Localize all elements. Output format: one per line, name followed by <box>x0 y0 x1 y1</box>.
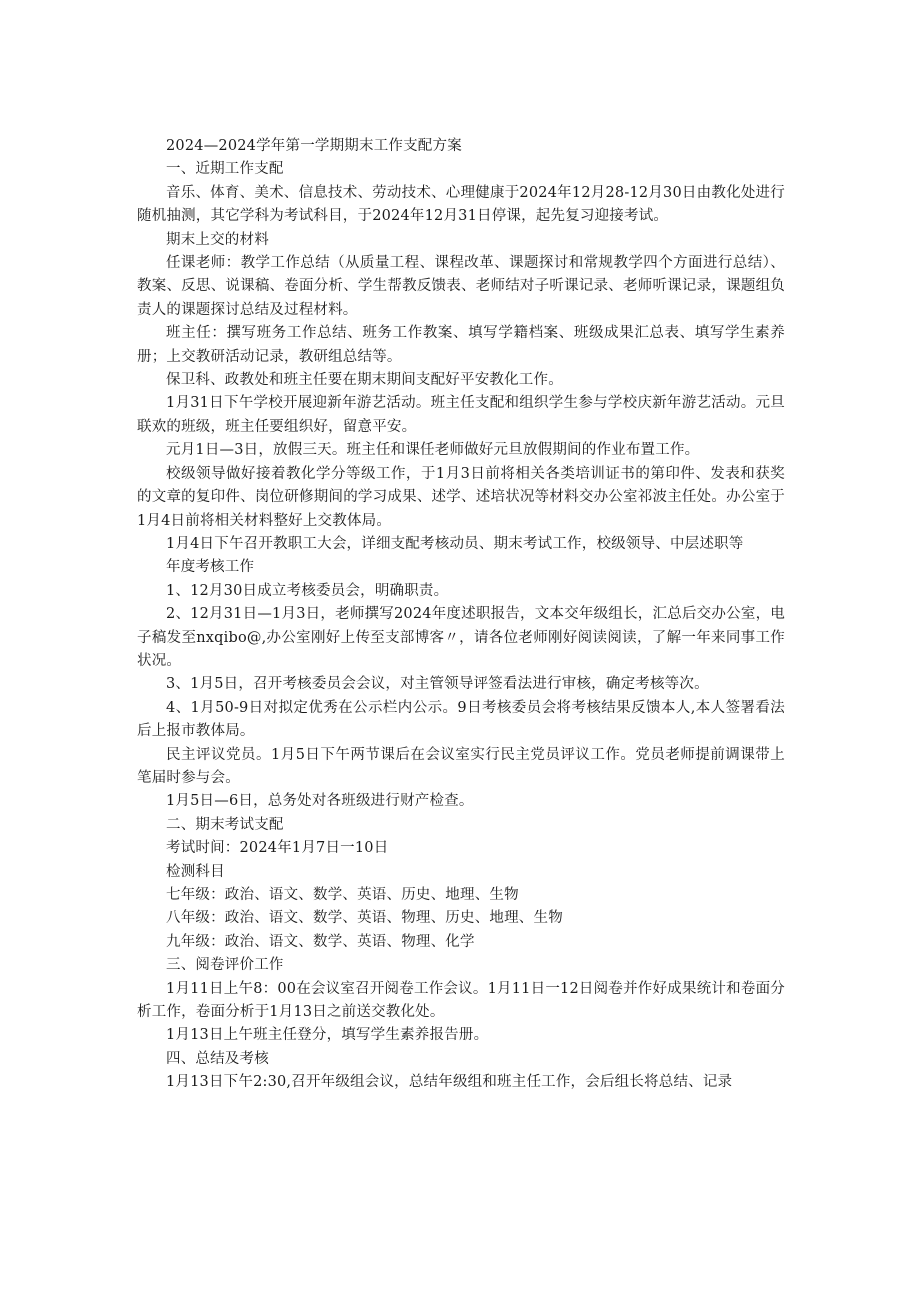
subheading-annual-review: 年度考核工作 <box>166 559 255 576</box>
list-item: 八年级：政治、语文、数学、英语、物理、历史、地理、生物 <box>166 910 563 927</box>
section-heading-summary: 四、总结及考核 <box>166 1050 269 1067</box>
list-item: 4、1月50-9日对拟定优秀在公示栏内公示。9日考核委员会将考核结果反馈本人,本人签署看法后上报市教体局。 <box>137 699 785 740</box>
paragraph: 1月13日下午2:30,召开年级组会议，总结年级组和班主任工作，会后组长将总结、记录 <box>166 1074 733 1091</box>
paragraph: 保卫科、政教处和班主任要在期末期间支配好平安教化工作。 <box>166 372 563 389</box>
paragraph: 1月13日上午班主任登分，填写学生素养报告册。 <box>166 1027 489 1044</box>
subheading-submit-materials: 期末上交的材料 <box>166 231 269 248</box>
document-title: 2024—2024学年第一学期期末工作支配方案 <box>166 138 462 154</box>
paragraph: 1月31日下午学校开展迎新年游艺活动。班主任支配和组织学生参与学校庆新年游艺活动。元旦联欢的班级，班主任要组织好，留意平安。 <box>137 395 785 435</box>
subheading-exam-subjects: 检测科目 <box>166 863 225 880</box>
paragraph: 元月1日—3日，放假三天。班主任和课任老师做好元旦放假期间的作业布置工作。 <box>166 442 700 459</box>
paragraph: 校级领导做好接着教化学分等级工作，于1月3日前将相关各类培训证书的第印件、发表和获奖的文章的复印件、岗位研修期间的学习成果、述学、述培状况等材料交办公室祁波主任处。办公室于1月4日前将相关材料整好上交教体局。 <box>137 465 785 529</box>
paragraph: 音乐、体育、美术、信息技术、劳动技术、心理健康于2024年12月28-12月30日由教化处进行随机抽测，其它学科为考试科目，于2024年12月31日停课，起先复习迎接考试。 <box>137 184 785 225</box>
paragraph: 1月5日—6日，总务处对各班级进行财产检查。 <box>166 793 474 810</box>
paragraph: 民主评议党员。1月5日下午两节课后在会议室实行民主党员评议工作。党员老师提前调课带上笔届时参与会。 <box>137 746 785 786</box>
section-heading-final-exam: 二、期末考试支配 <box>166 816 284 833</box>
paragraph: 考试时间：2024年1月7日一10日 <box>166 840 389 857</box>
list-item: 2、12月31日—1月3日，老师撰写2024年度述职报告，文本交年级组长，汇总后交办公室，电子稿发至nxqibo@,办公室刚好上传至支部博客〃，请各位老师刚好阅读阅读，了解一年来同事工作状况。 <box>137 606 785 669</box>
section-heading-grading: 三、阅卷评价工作 <box>166 957 284 974</box>
list-item: 1、12月30日成立考核委员会，明确职责。 <box>166 582 449 599</box>
paragraph: 1月4日下午召开教职工大会，详细支配考核动员、期末考试工作，校级领导、中层述职等 <box>166 535 744 552</box>
paragraph: 任课老师：教学工作总结（从质量工程、课程改革、课题探讨和常规教学四个方面进行总结）、教案、反思、说课稿、卷面分析、学生帮教反馈表、老师结对子听课记录、老师听课记录，课题组负责人的课题探讨总结及过程材料。 <box>137 255 785 318</box>
paragraph: 班主任：撰写班务工作总结、班务工作教案、填写学籍档案、班级成果汇总表、填写学生素养册；上交教研活动记录，教研组总结等。 <box>137 325 785 365</box>
list-item: 九年级：政治、语文、数学、英语、物理、化学 <box>166 933 475 950</box>
document-body <box>137 135 785 1095</box>
list-item: 七年级：政治、语文、数学、英语、历史、地理、生物 <box>166 887 519 903</box>
paragraph: 1月11日上午8：00在会议室召开阅卷工作会议。1月11日一12日阅卷并作好成果统计和卷面分析工作，卷面分析于1月13日之前送交教化处。 <box>137 980 785 1021</box>
list-item: 3、1月5日，召开考核委员会会议，对主管领导评签看法进行审核，确定考核等次。 <box>166 676 709 693</box>
section-heading-recent-work: 一、近期工作支配 <box>166 161 284 178</box>
